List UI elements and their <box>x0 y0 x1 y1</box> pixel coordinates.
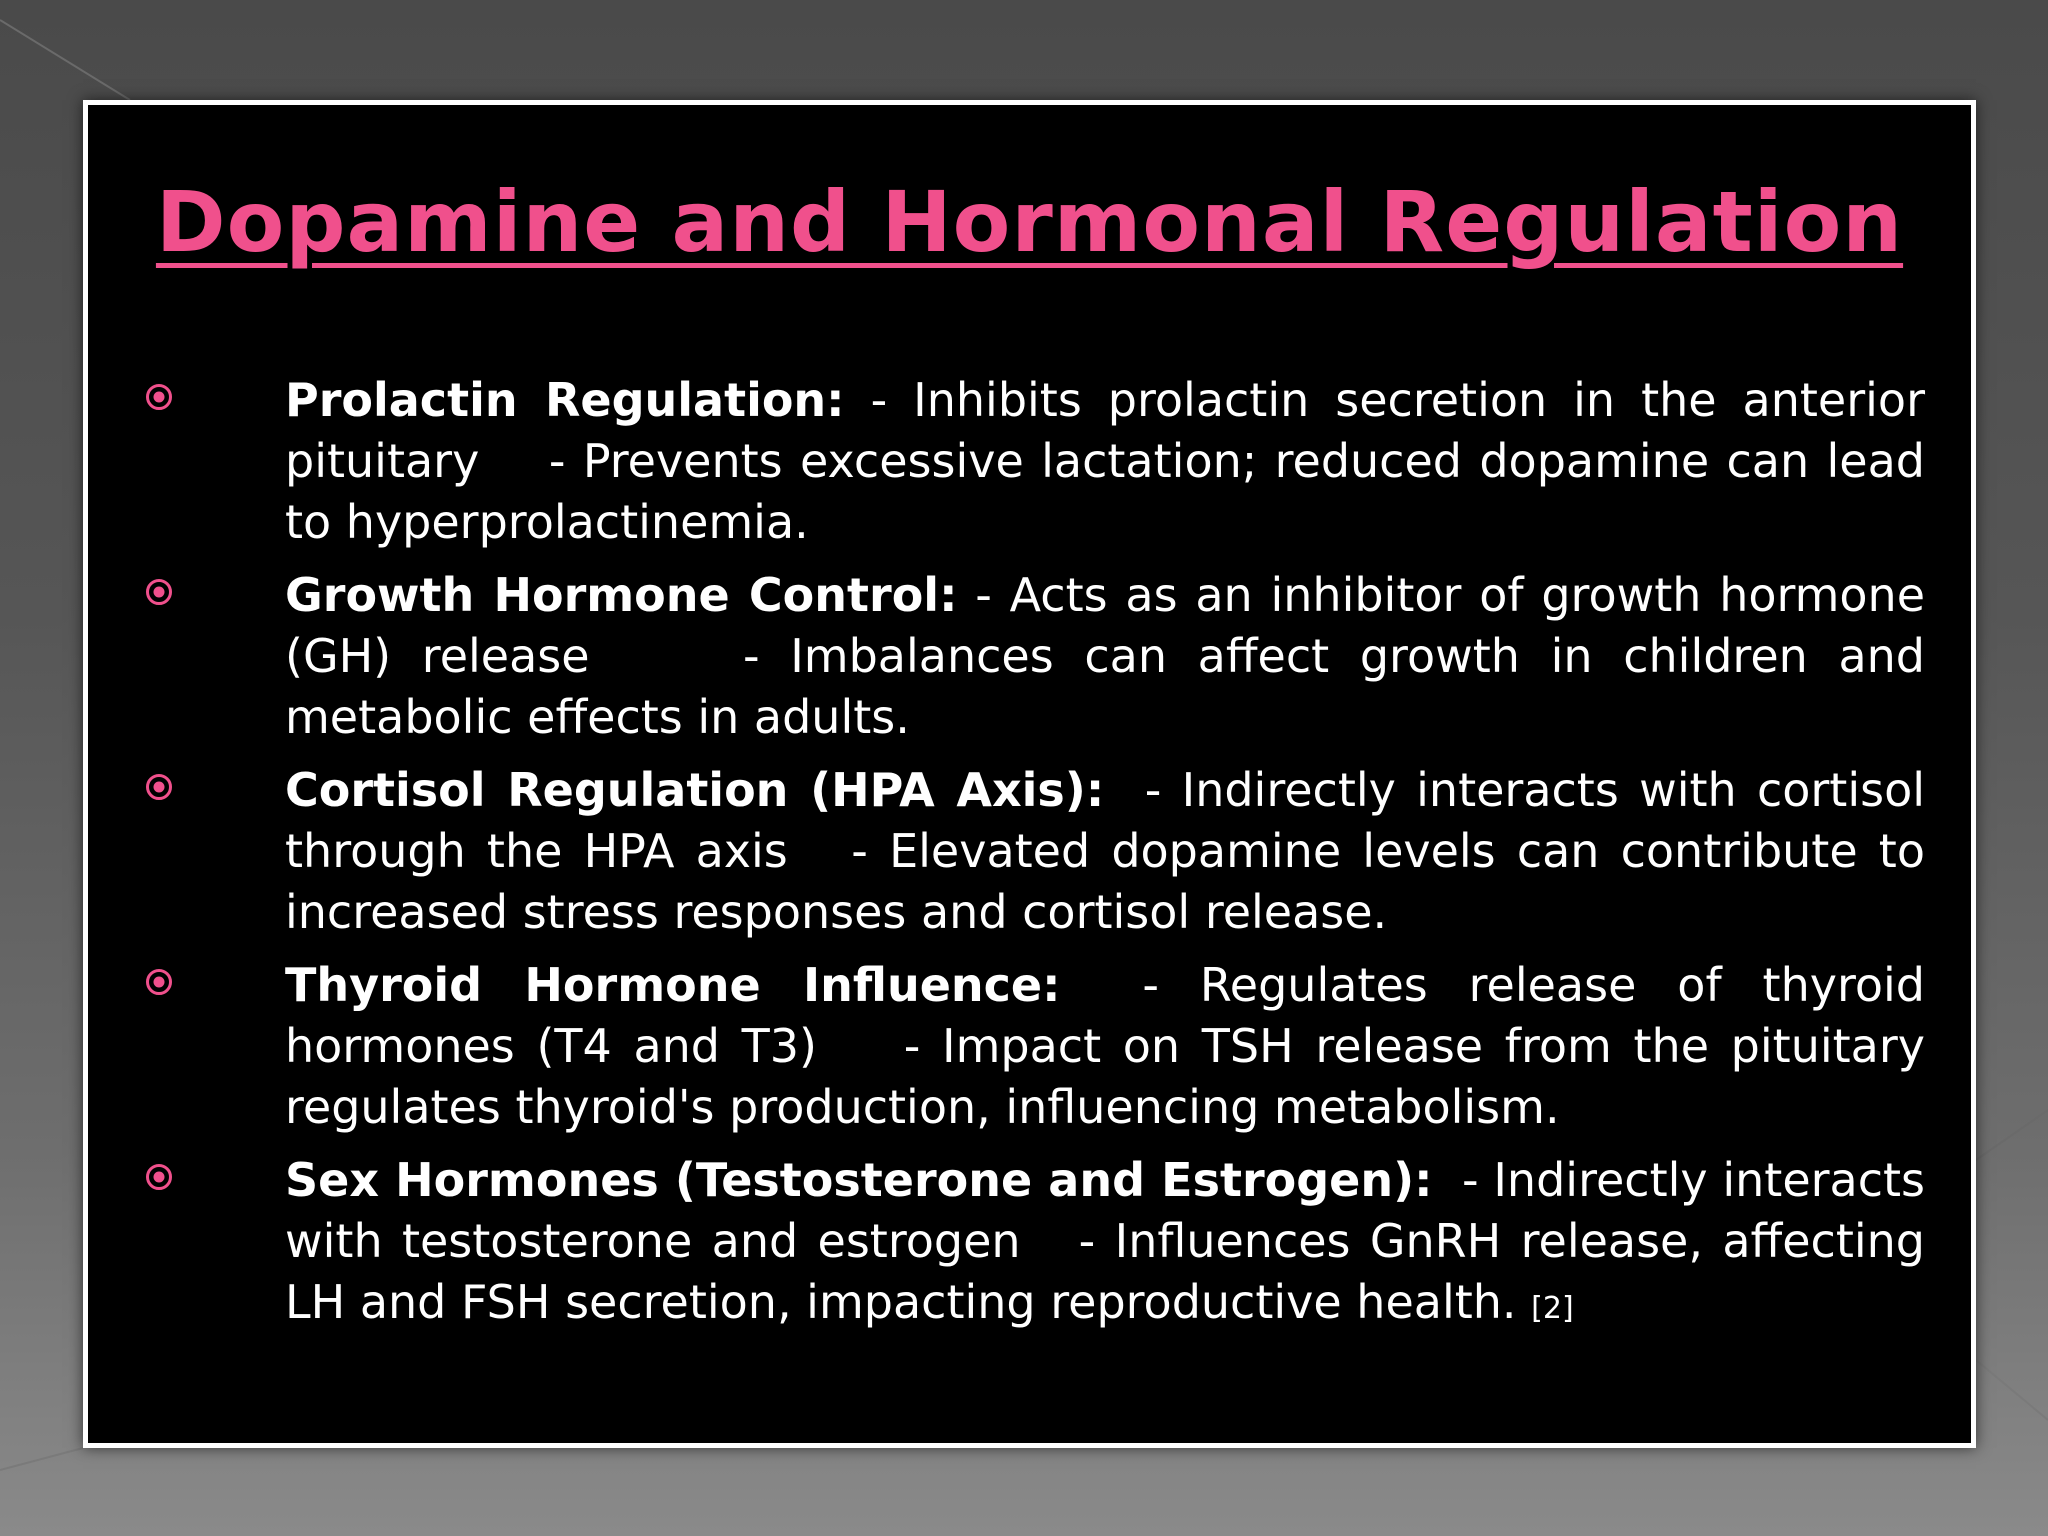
bullet-item-cortisol <box>145 760 1925 943</box>
bullet-item-prolactin <box>145 370 1925 553</box>
slide-frame <box>83 100 1976 1448</box>
bullet-item-sex-hormones <box>145 1150 1925 1339</box>
bullet-circle-icon <box>145 968 173 996</box>
slide-title: Dopamine and Hormonal Regulation <box>155 173 1904 271</box>
bullet-label: Thyroid Hormone Influence: <box>285 958 1061 1012</box>
bullet-label: Sex Hormones (Testosterone and Estrogen): <box>285 1153 1433 1207</box>
bullet-label: Prolactin Regulation: <box>285 373 845 427</box>
bullet-list <box>145 370 1925 1351</box>
bullet-circle-icon <box>145 383 173 411</box>
bullet-label: Growth Hormone Control: <box>285 568 958 622</box>
bullet-text: - Inhibits prolactin secretion in the anterior pituitary - Prevents excessive lactation; reduced dopamine can lead to hyperprolactinemia. <box>285 373 1925 549</box>
bullet-text: - Regulates release of thyroid hormones (T4 and T3) - Impact on TSH release from the pituitary regulates thyroid's production, influencing metabolism. <box>285 958 1925 1134</box>
bullet-text: - Acts as an inhibitor of growth hormone (GH) release - Imbalances can affect growth in children and metabolic effects in adults. <box>285 568 1926 744</box>
bullet-circle-icon <box>145 1163 173 1191</box>
bullet-label: Cortisol Regulation (HPA Axis): <box>285 763 1105 817</box>
bullet-circle-icon <box>145 773 173 801</box>
bullet-item-growth-hormone <box>145 565 1925 748</box>
bullet-text: - Indirectly interacts with testosterone and estrogen - Influences GnRH release, affecting LH and FSH secretion, impacting reproductive health. <box>285 1153 1926 1329</box>
bullet-item-thyroid <box>145 955 1925 1138</box>
citation-reference: [2] <box>1531 1291 1574 1326</box>
bullet-text: - Indirectly interacts with cortisol through the HPA axis - Elevated dopamine levels can contribute to increased stress responses and cortisol release. <box>285 763 1925 939</box>
bullet-circle-icon <box>145 578 173 606</box>
